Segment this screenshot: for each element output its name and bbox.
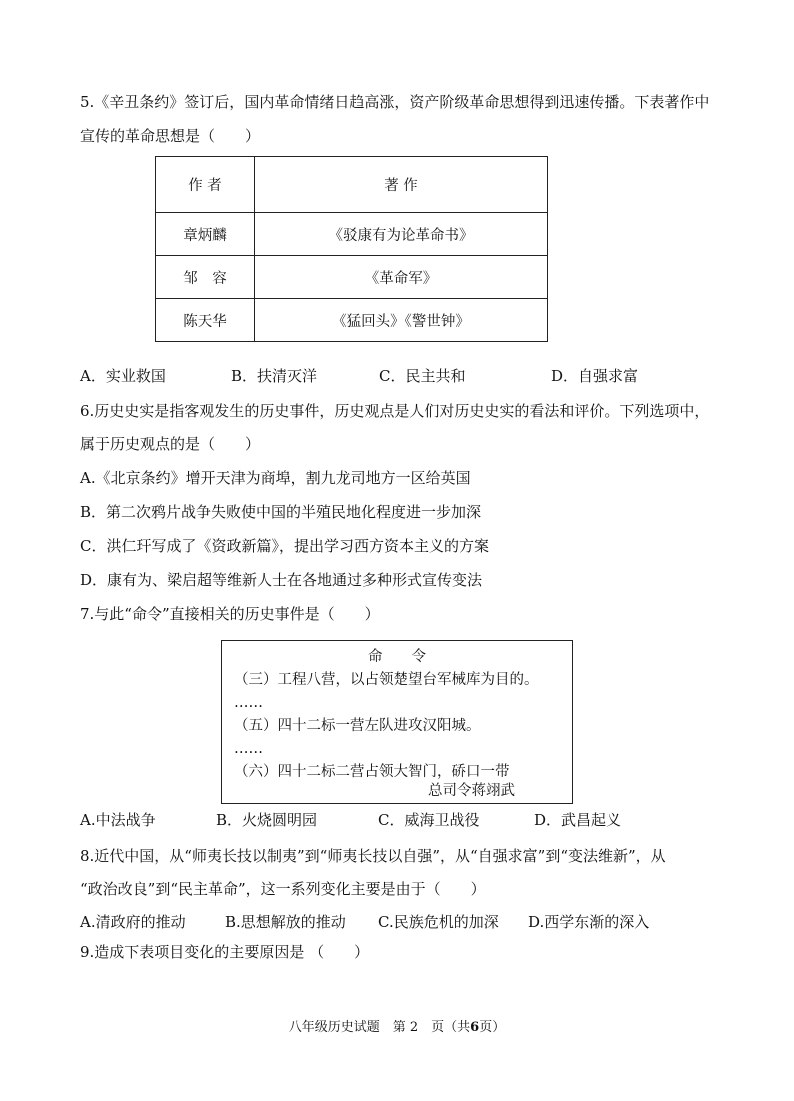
q5-options [80, 366, 720, 386]
table-row [156, 213, 548, 256]
q8-options [80, 912, 720, 932]
footer-text: 八年级历史试题 第 2 页（共 [288, 1020, 471, 1035]
table-header-row [156, 157, 548, 213]
cell-author: 邹 容 [156, 256, 255, 299]
q5-option-d: D．自强求富 [551, 367, 639, 385]
command-title: 命 令 [368, 649, 426, 665]
q5-option-c: C．民主共和 [379, 367, 466, 385]
q5-stem-line2: 宣传的革命思想是（ ） [80, 127, 261, 145]
q8-stem-line1: 8.近代中国，从“师夷长技以制夷”到“师夷长技以自强”，从“自强求富”到“变法维新”，从 [80, 847, 666, 865]
cell-author: 章炳麟 [156, 213, 255, 256]
q7-option-b: B．火烧圆明园 [216, 811, 318, 829]
q7-option-c: C．威海卫战役 [378, 811, 480, 829]
cell-author: 陈天华 [156, 299, 255, 342]
q7-command-box [221, 640, 573, 804]
table-row [156, 299, 548, 342]
q8-option-d: D.西学东渐的深入 [528, 913, 650, 931]
q6-option-b: B．第二次鸦片战争失败使中国的半殖民地化程度进一步加深 [80, 503, 482, 521]
command-signature: 总司令蒋翊武 [428, 783, 515, 799]
page-footer [0, 1016, 794, 1035]
q6-option-a: A.《北京条约》增开天津为商埠，割九龙司地方一区给英国 [80, 469, 471, 487]
q5-option-a: A．实业救国 [80, 367, 166, 385]
q9-stem: 9.造成下表项目变化的主要原因是 （ ） [80, 943, 370, 961]
command-line-3: （三）工程八营，以占领楚望台军械库为目的。 [234, 672, 539, 688]
command-line-6: （六）四十二标二营占领大智门，硚口一带 [234, 764, 510, 780]
command-ellipsis: …… [234, 741, 263, 757]
cell-works: 《革命军》 [255, 256, 548, 299]
q8-option-c: C.民族危机的加深 [378, 913, 499, 931]
q8-option-b: B.思想解放的推动 [225, 913, 346, 931]
cell-works: 《驳康有为论革命书》 [255, 213, 548, 256]
q7-stem: 7.与此“命令”直接相关的历史事件是（ ） [80, 605, 380, 623]
footer-end: 页） [479, 1020, 506, 1035]
q7-option-a: A.中法战争 [80, 811, 156, 829]
q5-works-table [155, 156, 548, 342]
q6-option-c: C．洪仁玕写成了《资政新篇》，提出学习西方资本主义的方案 [80, 537, 489, 555]
q7-options [80, 810, 720, 830]
header-author: 作 者 [156, 157, 255, 213]
command-ellipsis: …… [234, 695, 263, 711]
q8-option-a: A.清政府的推动 [80, 913, 186, 931]
q5-stem-line1: 5.《辛丑条约》签订后，国内革命情绪日趋高涨，资产阶级革命思想得到迅速传播。下表著作中 [80, 93, 710, 111]
q6-stem-line1: 6.历史史实是指客观发生的历史事件，历史观点是人们对历史史实的看法和评价。下列选项中， [80, 402, 710, 420]
cell-works: 《猛回头》《警世钟》 [255, 299, 548, 342]
table-row [156, 256, 548, 299]
header-works: 著 作 [255, 157, 548, 213]
q8-stem-line2: “政治改良”到“民主革命”，这一系列变化主要是由于（ ） [80, 880, 486, 898]
command-line-5: （五）四十二标一营左队进攻汉阳城。 [234, 718, 481, 734]
q6-stem-line2: 属于历史观点的是（ ） [80, 435, 261, 453]
q6-option-d: D．康有为、梁启超等维新人士在各地通过多种形式宣传变法 [80, 571, 483, 589]
q7-option-d: D．武昌起义 [534, 811, 622, 829]
q5-option-b: B．扶清灭洋 [231, 367, 318, 385]
footer-total-pages: 6 [470, 1020, 480, 1035]
